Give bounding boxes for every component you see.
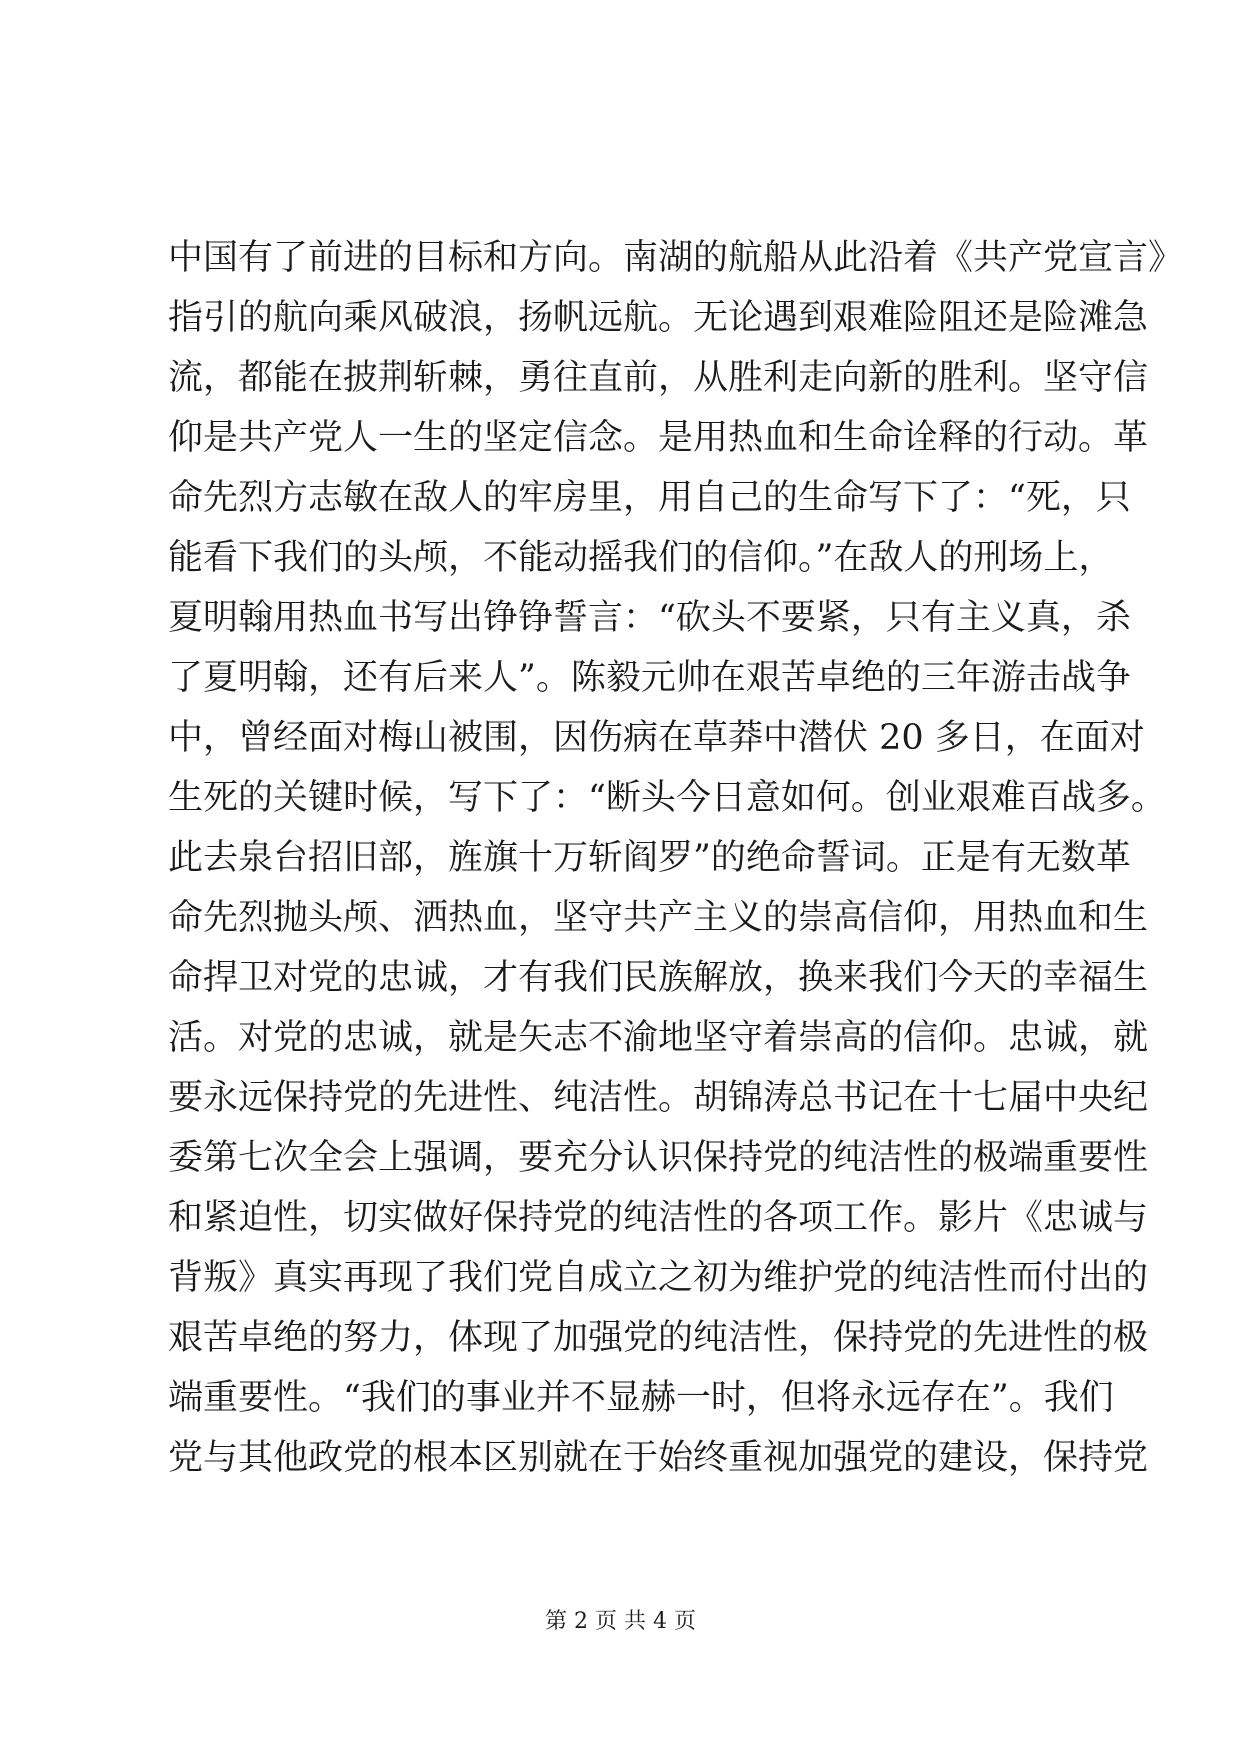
- text-line: 党与其他政党的根本区别就在于始终重视加强党的建设，保持党: [168, 1438, 1149, 1478]
- text-line: 艰苦卓绝的努力，体现了加强党的纯洁性，保持党的先进性的极: [168, 1318, 1149, 1358]
- text-line: 了夏明翰，还有后来人”。陈毅元帅在艰苦卓绝的三年游击战争: [168, 658, 1131, 698]
- text-line: 中，曾经面对梅山被围，因伤病在草莽中潜伏 20 多日，在面对: [168, 718, 1145, 758]
- text-line: 此去泉台招旧部，旌旗十万斩阎罗”的绝命誓词。正是有无数革: [168, 838, 1131, 878]
- text-line: 要永远保持党的先进性、纯洁性。胡锦涛总书记在十七届中央纪: [168, 1078, 1149, 1118]
- text-line: 生死的关键时候，写下了：“断头今日意如何。创业艰难百战多。: [168, 778, 1166, 818]
- text-line: 命捍卫对党的忠诚，才有我们民族解放，换来我们今天的幸福生: [168, 958, 1149, 998]
- text-line: 背叛》真实再现了我们党自成立之初为维护党的纯洁性而付出的: [168, 1258, 1149, 1298]
- text-line: 端重要性。“我们的事业并不显赫一时，但将永远存在”。我们: [168, 1378, 1114, 1418]
- text-line: 命先烈抛头颅、洒热血，坚守共产主义的崇高信仰，用热血和生: [168, 898, 1149, 938]
- text-line: 中国有了前进的目标和方向。南湖的航船从此沿着《共产党宣言》: [168, 238, 1184, 278]
- text-line: 仰是共产党人一生的坚定信念。是用热血和生命诠释的行动。革: [168, 418, 1149, 458]
- text-line: 夏明翰用热血书写出铮铮誓言：“砍头不要紧，只有主义真，杀: [168, 598, 1131, 638]
- text-line: 委第七次全会上强调，要充分认识保持党的纯洁性的极端重要性: [168, 1138, 1149, 1178]
- text-line: 命先烈方志敏在敌人的牢房里，用自己的生命写下了：“死，只: [168, 478, 1131, 518]
- text-line: 指引的航向乘风破浪，扬帆远航。无论遇到艰难险阻还是险滩急: [168, 298, 1149, 338]
- text-line: 能看下我们的头颅，不能动摇我们的信仰。”在敌人的刑场上，: [168, 538, 1114, 578]
- page-footer: [0, 1607, 1241, 1637]
- document-body: [168, 228, 1184, 1488]
- page-indicator: 第 2 页 共 4 页: [545, 1609, 696, 1634]
- text-line: 活。对党的忠诚，就是矢志不渝地坚守着崇高的信仰。忠诚，就: [168, 1018, 1149, 1058]
- text-line: 和紧迫性，切实做好保持党的纯洁性的各项工作。影片《忠诚与: [168, 1198, 1149, 1238]
- text-line: 流，都能在披荆斩棘，勇往直前，从胜利走向新的胜利。坚守信: [168, 358, 1149, 398]
